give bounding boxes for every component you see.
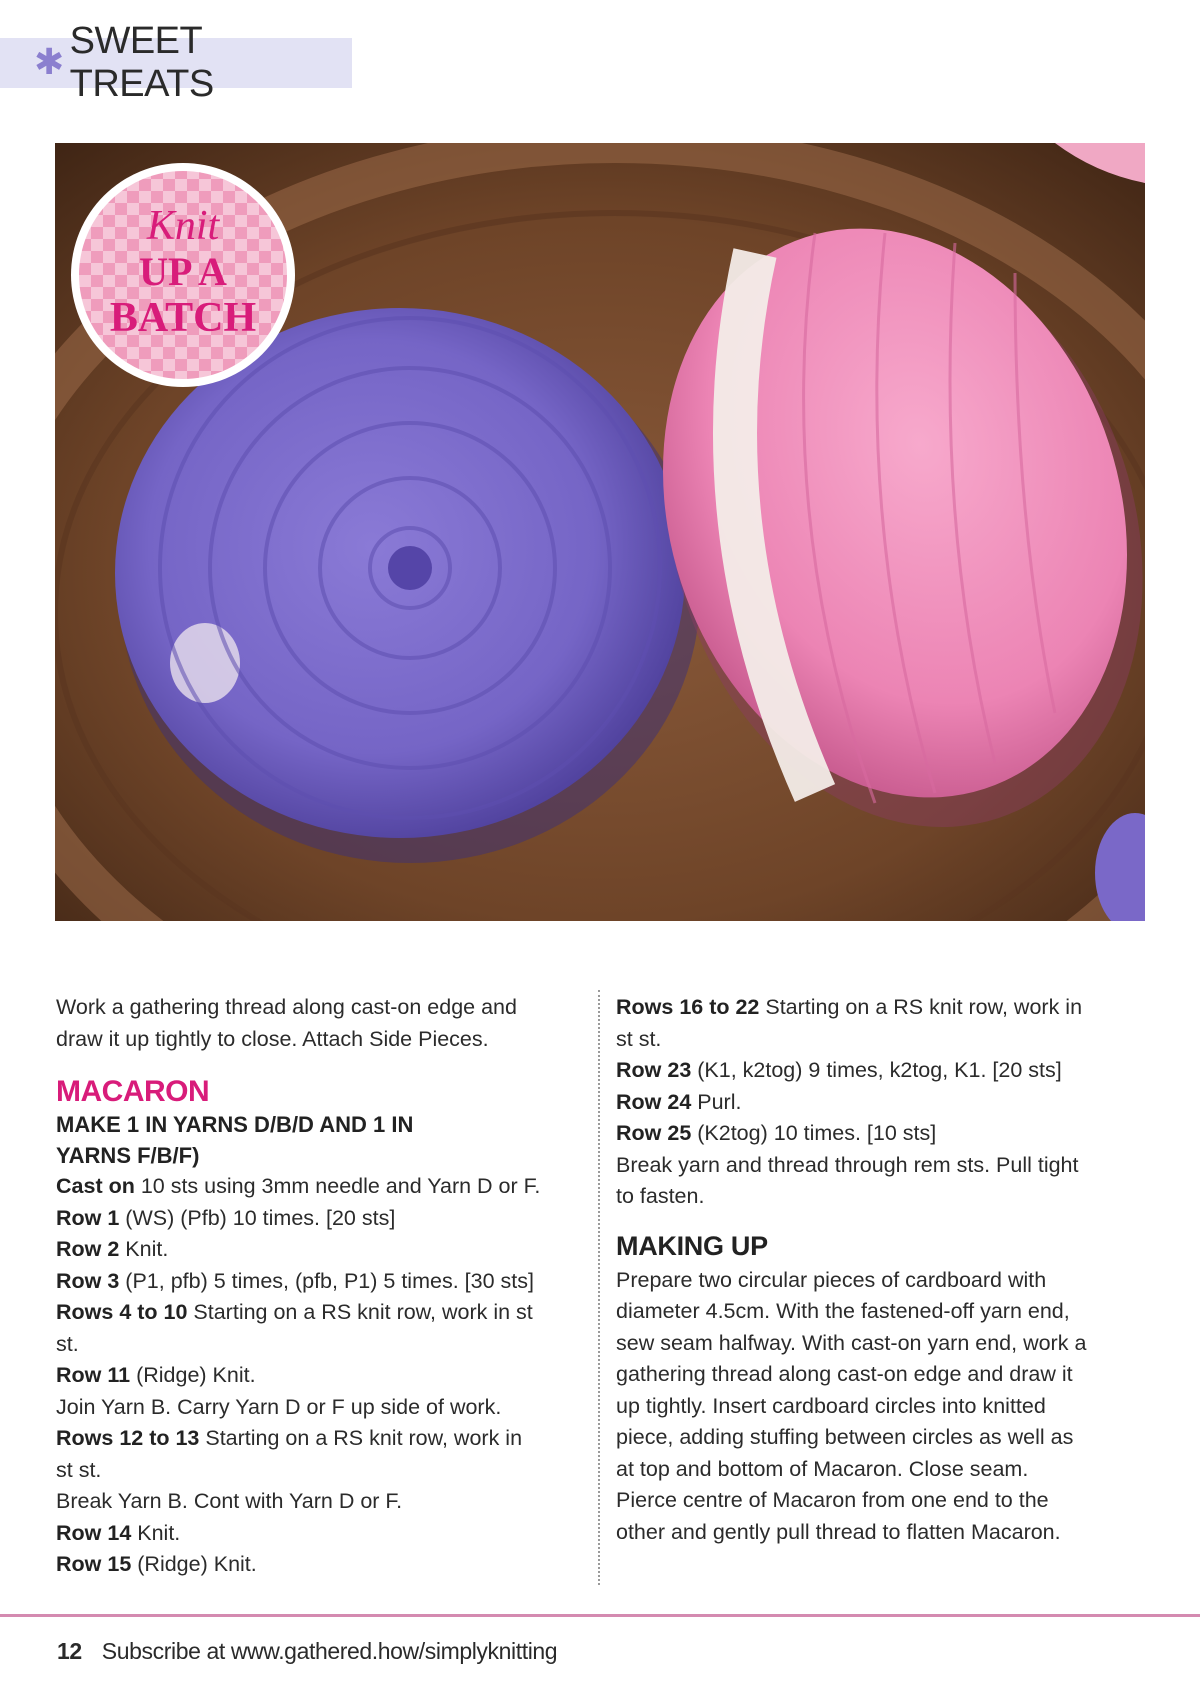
- instruction-line: [56, 1234, 586, 1266]
- making-up-line: Prepare two circular pieces of cardboard with: [616, 1267, 1047, 1292]
- instruction-line: [56, 1203, 586, 1235]
- pattern-instructions-continued: [616, 992, 1146, 1213]
- macaron-subheading: MAKE 1 IN YARNS D/B/D AND 1 IN: [56, 1112, 414, 1137]
- instruction-text: (Ridge) Knit.: [131, 1552, 257, 1576]
- instruction-label: Rows 16 to 22: [616, 995, 760, 1019]
- instruction-line: [56, 1486, 586, 1518]
- badge-batch: BATCH: [109, 295, 257, 341]
- making-up-line: sew seam halfway. With cast-on yarn end, work a: [616, 1330, 1087, 1355]
- instruction-label: Row 11: [56, 1363, 131, 1387]
- instruction-text: st.: [56, 1331, 79, 1356]
- making-up-line: other and gently pull thread to flatten Macaron.: [616, 1519, 1061, 1544]
- instruction-text: 10 sts using 3mm needle and Yarn D or F.: [134, 1174, 541, 1198]
- instruction-label: Row 25: [616, 1121, 692, 1145]
- instruction-label: Row 24: [616, 1089, 692, 1114]
- making-up-line: piece, adding stuffing between circles as well as: [616, 1425, 1074, 1449]
- instruction-label: Row 15: [56, 1552, 132, 1576]
- instruction-label: Row 14: [56, 1520, 132, 1545]
- instruction-line: [616, 1118, 1146, 1150]
- left-column: [56, 992, 586, 1581]
- intro-line: Work a gathering thread along cast-on edge and: [56, 995, 517, 1019]
- asterisk-flower-icon: ✱: [34, 42, 65, 83]
- instruction-text: Break yarn and thread through rem sts. Pull tight: [616, 1152, 1079, 1177]
- making-up-line: up tightly. Insert cardboard circles into knitted: [616, 1393, 1046, 1418]
- instruction-text: Starting on a RS knit row, work in: [759, 995, 1083, 1019]
- instruction-line: [56, 1329, 586, 1361]
- making-up-line: diameter 4.5cm. With the fastened-off yarn end,: [616, 1299, 1070, 1323]
- instruction-text: st st.: [56, 1457, 102, 1482]
- badge-up-a: UP A: [139, 249, 227, 294]
- instruction-text: (K2tog) 10 times. [10 sts]: [691, 1121, 937, 1145]
- instruction-text: (K1, k2tog) 9 times, k2tog, K1. [20 sts]: [691, 1058, 1062, 1082]
- making-up-line: gathering thread along cast-on edge and draw it: [616, 1362, 1073, 1386]
- instruction-label: Row 2: [56, 1237, 120, 1261]
- making-up-line: Pierce centre of Macaron from one end to the: [616, 1488, 1049, 1512]
- instruction-line: [56, 1297, 586, 1329]
- intro-line: draw it up tightly to close. Attach Side Pieces.: [56, 1026, 489, 1051]
- column-divider: [598, 990, 600, 1585]
- section-title: SWEET TREATS: [69, 20, 214, 105]
- instruction-line: [616, 992, 1146, 1024]
- instruction-line: [616, 1150, 1146, 1182]
- instruction-text: st st.: [616, 1026, 662, 1051]
- instruction-label: Row 23: [616, 1058, 692, 1082]
- macaron-subheading: YARNS F/B/F): [56, 1143, 200, 1168]
- instruction-line: [616, 1181, 1146, 1213]
- making-up-text: [616, 1265, 1146, 1549]
- instruction-text: Break Yarn B. Cont with Yarn D or F.: [56, 1489, 403, 1513]
- instruction-line: [616, 1055, 1146, 1087]
- instruction-text: Knit.: [119, 1237, 169, 1261]
- page-number: 12: [57, 1638, 82, 1664]
- macaron-photo: [55, 143, 1145, 921]
- instruction-line: [56, 1266, 586, 1298]
- instruction-text: (P1, pfb) 5 times, (pfb, P1) 5 times. [30 sts]: [119, 1268, 534, 1293]
- instruction-text: Join Yarn B. Carry Yarn D or F up side of work.: [56, 1394, 502, 1419]
- right-column: [616, 992, 1146, 1548]
- macaron-heading: MACARON: [56, 1075, 210, 1108]
- instruction-line: [56, 1423, 586, 1455]
- subscribe-text: Subscribe at www.gathered.how/simplyknitting: [101, 1638, 558, 1664]
- instruction-label: Row 3: [56, 1268, 120, 1293]
- instruction-text: (WS) (Pfb) 10 times. [20 sts]: [119, 1205, 396, 1230]
- instruction-line: [56, 1518, 586, 1550]
- instruction-line: [56, 1455, 586, 1487]
- section-header: [0, 20, 352, 105]
- footer-rule: [0, 1614, 1200, 1617]
- footer: [57, 1638, 557, 1665]
- instruction-label: Rows 4 to 10: [56, 1300, 188, 1324]
- instruction-text: Knit.: [131, 1520, 181, 1545]
- instruction-text: to fasten.: [616, 1184, 705, 1208]
- instruction-line: [56, 1360, 586, 1392]
- making-up-heading: MAKING UP: [616, 1230, 768, 1261]
- making-up-line: at top and bottom of Macaron. Close seam.: [616, 1456, 1029, 1481]
- instruction-text: (Ridge) Knit.: [130, 1363, 256, 1387]
- instruction-line: [56, 1392, 586, 1424]
- instruction-label: Rows 12 to 13: [56, 1426, 200, 1450]
- instruction-line: [616, 1087, 1146, 1119]
- instruction-text: Starting on a RS knit row, work in st: [187, 1300, 533, 1324]
- instruction-line: [56, 1171, 586, 1203]
- badge-knit: Knit: [146, 203, 220, 249]
- instruction-text: Purl.: [691, 1089, 742, 1114]
- instruction-label: Cast on: [56, 1174, 135, 1198]
- instruction-line: [616, 1024, 1146, 1056]
- instruction-line: [56, 1549, 586, 1581]
- pattern-instructions: [56, 1171, 586, 1581]
- instruction-text: Starting on a RS knit row, work in: [199, 1426, 523, 1450]
- instruction-label: Row 1: [56, 1205, 120, 1230]
